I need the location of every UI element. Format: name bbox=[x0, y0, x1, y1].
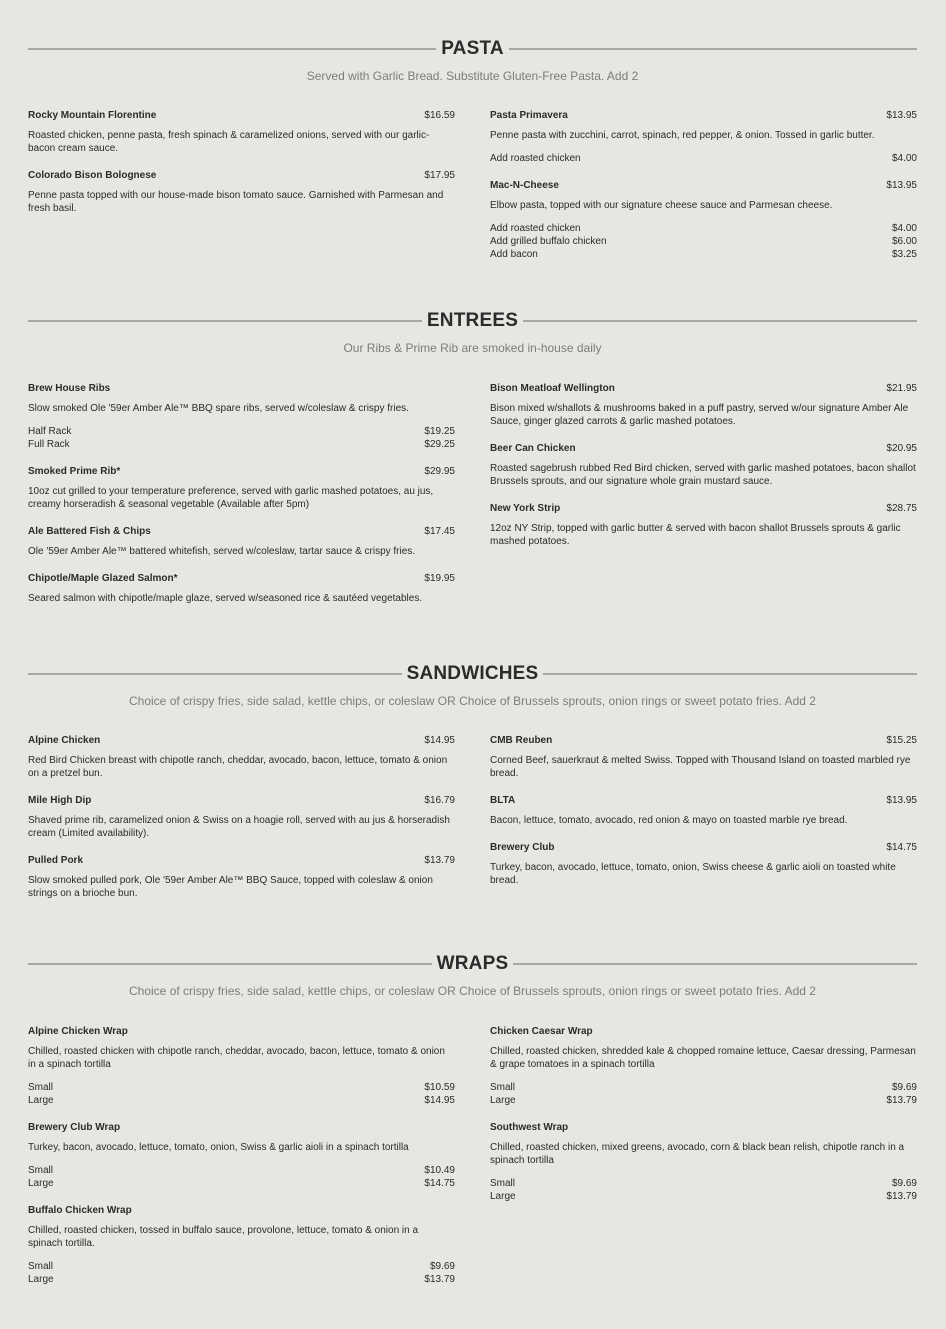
column-left bbox=[28, 109, 455, 229]
option-price: $9.69 bbox=[891, 1178, 917, 1189]
item-header bbox=[490, 109, 917, 122]
option-price: $13.79 bbox=[886, 1191, 917, 1202]
item-name: CMB Reuben bbox=[490, 735, 553, 746]
option-price: $9.69 bbox=[429, 1261, 455, 1272]
menu-item bbox=[28, 382, 455, 451]
menu-item bbox=[490, 442, 917, 488]
item-options bbox=[28, 1164, 455, 1190]
section-title: SANDWICHES bbox=[402, 662, 544, 686]
item-price: $19.95 bbox=[424, 573, 455, 584]
option-price: $9.69 bbox=[891, 1082, 917, 1093]
item-description: Turkey, bacon, avocado, lettuce, tomato, onion, Swiss & garlic aioli in a spinach tortilla bbox=[28, 1142, 409, 1153]
item-description: Roasted sagebrush rubbed Red Bird chicken, served with garlic mashed potatoes, bacon shallot Brussels sprouts, and our signature whole grain mustard sauce. bbox=[490, 463, 916, 487]
item-price: $15.25 bbox=[886, 735, 917, 746]
item-price: $17.95 bbox=[424, 170, 455, 181]
item-name: Ale Battered Fish & Chips bbox=[28, 526, 151, 537]
option-price: $13.79 bbox=[886, 1095, 917, 1106]
item-description: Penne pasta with zucchini, carrot, spinach, red pepper, & onion. Tossed in garlic butter. bbox=[490, 130, 875, 141]
column-left bbox=[28, 1025, 455, 1300]
item-header bbox=[490, 794, 917, 807]
menu-item bbox=[28, 1025, 455, 1107]
item-name: Rocky Mountain Florentine bbox=[28, 110, 157, 121]
menu-item bbox=[490, 1025, 917, 1107]
section-header bbox=[28, 37, 917, 61]
option-label: Small bbox=[28, 1165, 54, 1176]
item-price: $21.95 bbox=[886, 383, 917, 394]
option-label: Large bbox=[28, 1178, 54, 1189]
item-price: $28.75 bbox=[886, 503, 917, 514]
menu-item bbox=[28, 109, 455, 155]
item-description: Slow smoked Ole '59er Amber Ale™ BBQ spare ribs, served w/coleslaw & crispy fries. bbox=[28, 403, 409, 414]
item-name: Mac-N-Cheese bbox=[490, 180, 559, 191]
item-price: $20.95 bbox=[886, 443, 917, 454]
item-header bbox=[28, 1204, 455, 1217]
section-title: ENTREES bbox=[422, 309, 523, 333]
option-label: Small bbox=[28, 1082, 54, 1093]
sandwiches-section bbox=[28, 662, 917, 899]
item-header bbox=[490, 1025, 917, 1038]
item-options bbox=[490, 152, 917, 165]
option-label: Small bbox=[490, 1178, 516, 1189]
menu-item bbox=[28, 1121, 455, 1190]
option-price: $6.00 bbox=[891, 236, 917, 247]
item-name: Buffalo Chicken Wrap bbox=[28, 1205, 132, 1216]
item-options bbox=[490, 1081, 917, 1107]
item-header bbox=[28, 1121, 455, 1134]
option-row bbox=[28, 1081, 455, 1094]
section-subtitle: Our Ribs & Prime Rib are smoked in-house daily bbox=[343, 341, 602, 355]
option-row bbox=[28, 1273, 455, 1286]
item-name: Bison Meatloaf Wellington bbox=[490, 383, 615, 394]
option-label: Add roasted chicken bbox=[490, 223, 581, 234]
item-description: Bacon, lettuce, tomato, avocado, red onion & mayo on toasted marble rye bread. bbox=[490, 815, 848, 826]
column-right bbox=[490, 1025, 917, 1217]
item-name: New York Strip bbox=[490, 503, 561, 514]
option-price: $3.25 bbox=[891, 249, 917, 260]
option-row bbox=[28, 438, 455, 451]
item-price: $29.95 bbox=[424, 466, 455, 477]
option-label: Large bbox=[490, 1191, 516, 1202]
menu-item bbox=[28, 465, 455, 511]
option-row bbox=[490, 1190, 917, 1203]
section-subtitle: Choice of crispy fries, side salad, kettle chips, or coleslaw OR Choice of Brussels sprouts, onion rings or sweet potato fries. Add 2 bbox=[129, 984, 816, 998]
option-label: Add bacon bbox=[490, 249, 538, 260]
item-options bbox=[490, 222, 917, 261]
item-price: $13.95 bbox=[886, 795, 917, 806]
option-row bbox=[490, 1094, 917, 1107]
item-options bbox=[28, 1260, 455, 1286]
item-header bbox=[490, 442, 917, 455]
item-description: Roasted chicken, penne pasta, fresh spinach & caramelized onions, served with our garlic-bacon cream sauce. bbox=[28, 130, 430, 154]
entrees-section bbox=[28, 309, 917, 604]
wraps-section bbox=[28, 952, 917, 1285]
option-row bbox=[490, 235, 917, 248]
option-row bbox=[490, 248, 917, 261]
item-description: Ole '59er Amber Ale™ battered whitefish, served w/coleslaw, tartar sauce & crispy fries. bbox=[28, 546, 416, 557]
item-name: Pasta Primavera bbox=[490, 110, 568, 121]
option-price: $14.95 bbox=[424, 1095, 455, 1106]
option-price: $10.59 bbox=[424, 1082, 455, 1093]
option-row bbox=[28, 1177, 455, 1190]
item-description: Shaved prime rib, caramelized onion & Swiss on a hoagie roll, served with au jus & horseradish cream (Limited availability). bbox=[28, 815, 450, 839]
option-label: Large bbox=[28, 1274, 54, 1285]
item-header bbox=[28, 1025, 455, 1038]
item-price: $14.95 bbox=[424, 735, 455, 746]
option-row bbox=[490, 1081, 917, 1094]
option-label: Large bbox=[28, 1095, 54, 1106]
item-header bbox=[490, 382, 917, 395]
item-header bbox=[28, 109, 455, 122]
item-price: $13.95 bbox=[886, 180, 917, 191]
menu-item bbox=[490, 382, 917, 428]
option-label: Add roasted chicken bbox=[490, 153, 581, 164]
option-price: $14.75 bbox=[424, 1178, 455, 1189]
column-right bbox=[490, 734, 917, 901]
menu-item bbox=[28, 794, 455, 840]
item-header bbox=[28, 465, 455, 478]
option-label: Large bbox=[490, 1095, 516, 1106]
item-price: $13.79 bbox=[424, 855, 455, 866]
section-header bbox=[28, 952, 917, 976]
item-header bbox=[28, 382, 455, 395]
section-header bbox=[28, 662, 917, 686]
item-name: Brewery Club bbox=[490, 842, 555, 853]
option-price: $4.00 bbox=[891, 153, 917, 164]
item-options bbox=[28, 1081, 455, 1107]
option-row bbox=[28, 1094, 455, 1107]
item-name: Brew House Ribs bbox=[28, 383, 111, 394]
item-header bbox=[490, 734, 917, 747]
menu-item bbox=[28, 169, 455, 215]
item-header bbox=[28, 525, 455, 538]
item-description: 10oz cut grilled to your temperature preference, served with garlic mashed potatoes, au jus, creamy horseradish & seasonal vegetable (Available after 5pm) bbox=[28, 486, 434, 510]
item-name: Chipotle/Maple Glazed Salmon* bbox=[28, 573, 178, 584]
item-header bbox=[28, 794, 455, 807]
column-left bbox=[28, 382, 455, 619]
menu-item bbox=[490, 1121, 917, 1203]
item-description: Turkey, bacon, avocado, lettuce, tomato, onion, Swiss cheese & garlic aioli on toasted white bread. bbox=[490, 862, 896, 886]
item-options bbox=[490, 1177, 917, 1203]
option-row bbox=[28, 1164, 455, 1177]
menu-item bbox=[28, 854, 455, 900]
item-description: Elbow pasta, topped with our signature cheese sauce and Parmesan cheese. bbox=[490, 200, 833, 211]
item-description: Seared salmon with chipotle/maple glaze, served w/seasoned rice & sautéed vegetables. bbox=[28, 593, 423, 604]
item-name: Beer Can Chicken bbox=[490, 443, 576, 454]
item-price: $14.75 bbox=[886, 842, 917, 853]
option-price: $10.49 bbox=[424, 1165, 455, 1176]
item-header bbox=[490, 502, 917, 515]
item-name: Alpine Chicken bbox=[28, 735, 101, 746]
item-options bbox=[28, 425, 455, 451]
item-name: Alpine Chicken Wrap bbox=[28, 1026, 128, 1037]
item-description: Chilled, roasted chicken, shredded kale & chopped romaine lettuce, Caesar dressing, Parmesan & grape tomatoes in a spinach tortilla bbox=[490, 1046, 916, 1070]
section-subtitle: Served with Garlic Bread. Substitute Gluten-Free Pasta. Add 2 bbox=[306, 69, 639, 83]
menu-item bbox=[490, 794, 917, 827]
item-header bbox=[490, 1121, 917, 1134]
item-name: Brewery Club Wrap bbox=[28, 1122, 121, 1133]
option-label: Add grilled buffalo chicken bbox=[490, 236, 607, 247]
option-row bbox=[28, 425, 455, 438]
option-label: Half Rack bbox=[28, 426, 72, 437]
menu-item bbox=[28, 734, 455, 780]
option-row bbox=[490, 152, 917, 165]
menu-item bbox=[28, 572, 455, 605]
menu-item bbox=[490, 179, 917, 261]
menu-item bbox=[490, 734, 917, 780]
item-price: $13.95 bbox=[886, 110, 917, 121]
item-header bbox=[28, 169, 455, 182]
item-name: Smoked Prime Rib* bbox=[28, 466, 121, 477]
section-title: WRAPS bbox=[432, 952, 514, 976]
item-description: Slow smoked pulled pork, Ole '59er Amber Ale™ BBQ Sauce, topped with coleslaw & onion strings on a brioche bun. bbox=[28, 875, 433, 899]
option-row bbox=[28, 1260, 455, 1273]
item-name: Mile High Dip bbox=[28, 795, 92, 806]
column-left bbox=[28, 734, 455, 914]
item-name: Colorado Bison Bolognese bbox=[28, 170, 157, 181]
item-description: Penne pasta topped with our house-made bison tomato sauce. Garnished with Parmesan and fresh basil. bbox=[28, 190, 444, 214]
option-row bbox=[490, 222, 917, 235]
section-header bbox=[28, 309, 917, 333]
item-description: Corned Beef, sauerkraut & melted Swiss. Topped with Thousand Island on toasted marbled rye bread. bbox=[490, 755, 911, 779]
option-label: Small bbox=[28, 1261, 54, 1272]
section-title: PASTA bbox=[436, 37, 509, 61]
menu-item bbox=[28, 1204, 455, 1286]
menu-item bbox=[490, 841, 917, 887]
item-description: Chilled, roasted chicken, mixed greens, avocado, corn & black bean relish, chipotle ranch in a spinach tortilla bbox=[490, 1142, 905, 1166]
item-name: Pulled Pork bbox=[28, 855, 84, 866]
item-price: $16.59 bbox=[424, 110, 455, 121]
item-header bbox=[490, 179, 917, 192]
item-header bbox=[28, 734, 455, 747]
column-right bbox=[490, 109, 917, 275]
item-header bbox=[490, 841, 917, 854]
column-right bbox=[490, 382, 917, 562]
option-label: Full Rack bbox=[28, 439, 70, 450]
option-row bbox=[490, 1177, 917, 1190]
item-header bbox=[28, 854, 455, 867]
option-price: $29.25 bbox=[424, 439, 455, 450]
item-description: Red Bird Chicken breast with chipotle ranch, cheddar, avocado, bacon, lettuce, tomato & onion on a pretzel bun. bbox=[28, 755, 448, 779]
item-description: Bison mixed w/shallots & mushrooms baked in a puff pastry, served w/our signature Amber Ale Sauce, ginger glazed carrots & garlic mashed potatoes. bbox=[490, 403, 909, 427]
item-price: $17.45 bbox=[424, 526, 455, 537]
menu-item bbox=[490, 502, 917, 548]
item-header bbox=[28, 572, 455, 585]
item-name: BLTA bbox=[490, 795, 516, 806]
option-label: Small bbox=[490, 1082, 516, 1093]
menu-item bbox=[28, 525, 455, 558]
pasta-section bbox=[28, 37, 917, 260]
item-description: Chilled, roasted chicken with chipotle ranch, cheddar, avocado, bacon, lettuce, tomato & onion in a spinach tortilla bbox=[28, 1046, 445, 1070]
option-price: $19.25 bbox=[424, 426, 455, 437]
item-name: Chicken Caesar Wrap bbox=[490, 1026, 593, 1037]
section-subtitle: Choice of crispy fries, side salad, kettle chips, or coleslaw OR Choice of Brussels sprouts, onion rings or sweet potato fries. Add 2 bbox=[129, 694, 816, 708]
item-description: Chilled, roasted chicken, tossed in buffalo sauce, provolone, lettuce, tomato & onion in a spinach tortilla. bbox=[28, 1225, 419, 1249]
option-price: $4.00 bbox=[891, 223, 917, 234]
item-price: $16.79 bbox=[424, 795, 455, 806]
menu-item bbox=[490, 109, 917, 165]
option-price: $13.79 bbox=[424, 1274, 455, 1285]
item-description: 12oz NY Strip, topped with garlic butter & served with bacon shallot Brussels sprouts & garlic mashed potatoes. bbox=[490, 523, 901, 547]
item-name: Southwest Wrap bbox=[490, 1122, 569, 1133]
